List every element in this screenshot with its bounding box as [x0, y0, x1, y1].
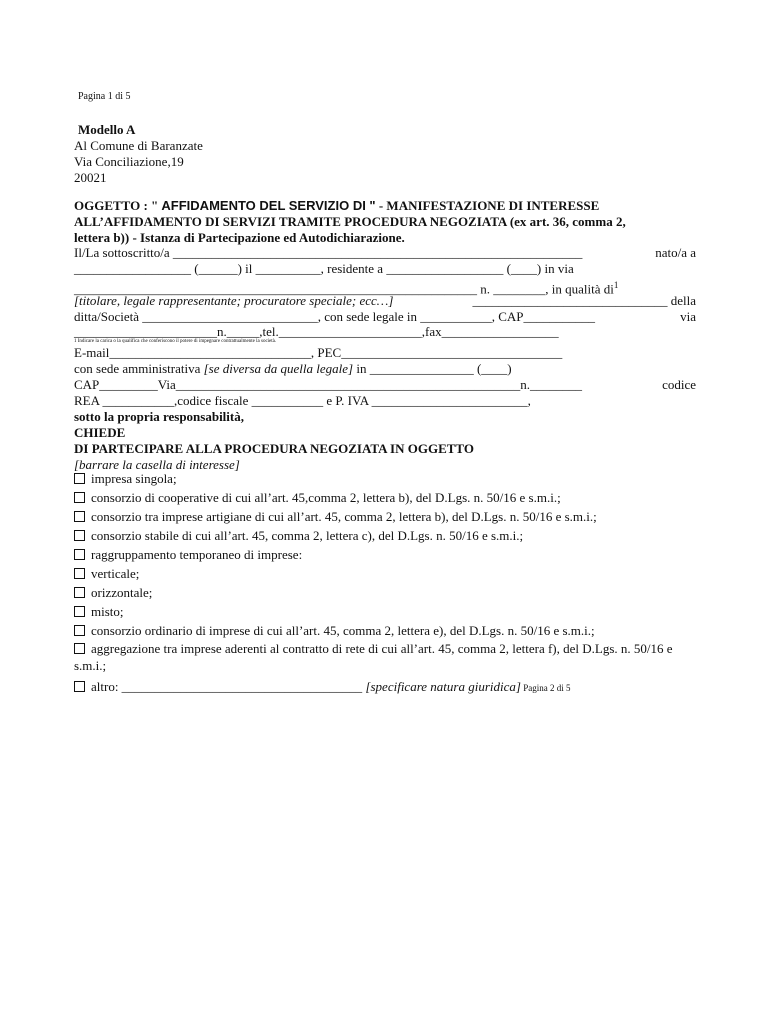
subject-line-2: ALL’AFFIDAMENTO DI SERVIZI TRAMITE PROCEDURA NEGOZIATA (ex art. 36, comma 2, [74, 214, 626, 229]
form-line-8: con sede amministrativa [se diversa da quella legale] in ________________ (____) [74, 361, 512, 376]
option-aggregazione-rete[interactable]: aggregazione tra imprese aderenti al contratto di rete di cui all’art. 45, comma 2, lettera f), del D.Lgs. n. 50/16 e s.m.i.; [74, 641, 673, 673]
model-label: Modello A [78, 122, 136, 137]
form-line-1: Il/La sottoscritto/a _______________________________________________________________ nato/a a [74, 245, 696, 260]
option-verticale[interactable]: verticale; [74, 564, 696, 583]
checkbox[interactable] [74, 473, 85, 484]
checkbox[interactable] [74, 530, 85, 541]
option-orizzontale[interactable]: orizzontale; [74, 583, 696, 602]
option-misto[interactable]: misto; [74, 602, 696, 621]
form-line-9: CAP_________Via_____________________________________________________n.________ codice [74, 377, 696, 392]
checkbox[interactable] [74, 606, 85, 617]
participant-type-options [74, 469, 696, 696]
form-line-7: E-mail_______________________________, PEC__________________________________ [74, 345, 563, 360]
footnote: 1 Indicare la carica o la qualifica che conferiscono il potere di impegnare contrattualmente la società. [74, 339, 277, 344]
checkbox[interactable] [74, 549, 85, 560]
page-indicator-2: Pagina 2 di 5 [520, 683, 571, 693]
option-consorzio-cooperative[interactable]: consorzio di cooperative di cui all’art. 45,comma 2, lettera b), del D.Lgs. n. 50/16 e s.m.i.; [74, 488, 696, 507]
responsibility-line: sotto la propria responsabilità, [74, 409, 244, 424]
checkbox[interactable] [74, 511, 85, 522]
checkbox[interactable] [74, 625, 85, 636]
checkbox[interactable] [74, 492, 85, 503]
recipient-postcode: 20021 [74, 170, 107, 185]
subject-block [74, 198, 696, 246]
form-line-6: ______________________n._____,tel.______________________,fax__________________ [74, 324, 559, 339]
option-raggruppamento[interactable]: raggruppamento temporaneo di imprese: [74, 545, 696, 564]
recipient-name: Al Comune di Baranzate [74, 138, 203, 153]
form-line-3: ______________________________________________________________ n. ________, in qualità $di^1$ [74, 280, 619, 297]
participation-heading: DI PARTECIPARE ALLA PROCEDURA NEGOZIATA IN OGGETTO [74, 441, 474, 456]
form-line-5: ditta/Società ___________________________, con sede legale in ___________, CAP___________ via [74, 309, 696, 324]
checkbox[interactable] [74, 643, 85, 654]
checkbox[interactable] [74, 587, 85, 598]
form-line-10: REA ___________,codice fiscale ___________ e P. IVA ________________________, [74, 393, 531, 408]
option-consorzio-ordinario[interactable]: consorzio ordinario di imprese di cui all’art. 45, comma 2, lettera e), del D.Lgs. n. 50/16 e s.m.i.; [74, 621, 696, 640]
recipient-street: Via Conciliazione,19 [74, 154, 184, 169]
option-consorzio-stabile[interactable]: consorzio stabile di cui all’art. 45, comma 2, lettera c), del D.Lgs. n. 50/16 e s.m.i.; [74, 526, 696, 545]
checkbox[interactable] [74, 681, 85, 692]
recipient-block [74, 122, 696, 186]
form-line-2: __________________ (______) il __________, residente a __________________ (____) in via [74, 261, 574, 276]
subject-line-3: lettera b)) - Istanza di Partecipazione ed Autodichiarazione. [74, 230, 405, 245]
subject-line-1: OGGETTO : " AFFIDAMENTO DEL SERVIZIO DI " - MANIFESTAZIONE DI INTERESSE [74, 198, 600, 213]
option-impresa-singola[interactable]: impresa singola; [74, 469, 696, 488]
checkbox[interactable] [74, 568, 85, 579]
declarant-form [74, 245, 696, 473]
page-indicator: Pagina 1 di 5 [78, 91, 131, 102]
form-line-4: [titolare, legale rappresentante; procuratore speciale; ecc…] ______________________________ della [74, 293, 696, 308]
instruction-line: [barrare la casella di interesse] [74, 457, 240, 472]
option-altro[interactable]: altro: _____________________________________ [specificare natura giuridica] Pagina 2 di 5 [74, 677, 696, 696]
request-heading: CHIEDE [74, 425, 126, 440]
option-consorzio-artigiane[interactable]: consorzio tra imprese artigiane di cui all’art. 45, comma 2, lettera b), del D.Lgs. n. 50/16 e s.m.i.; [74, 507, 696, 526]
